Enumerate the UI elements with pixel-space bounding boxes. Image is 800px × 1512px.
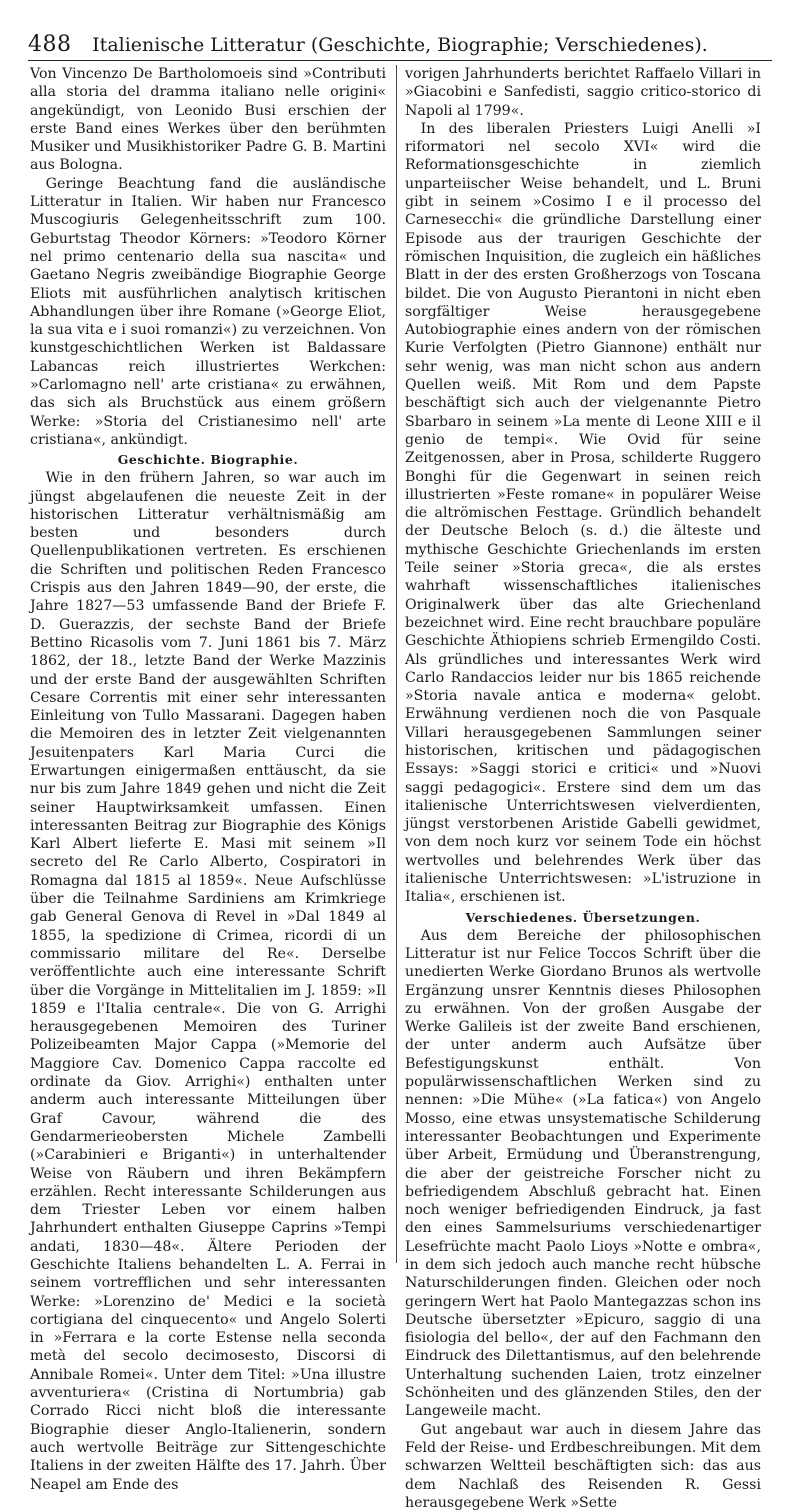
section-heading: Geschichte. Biographie. bbox=[117, 452, 299, 468]
page-header bbox=[28, 30, 772, 58]
paragraph: Gut angebaut war auch in diesem Jahre das Feld der Reise- und Erdbeschreibungen. Mit dem schwarzen Weltteil beschäftigten sich: das aus dem Nachlaß des Reisenden R. Gessi herausgegebene Werk »Sette bbox=[405, 1421, 761, 1511]
right-column bbox=[405, 65, 761, 1511]
paragraph: Von Vincenzo De Bartholomoeis sind »Contributi alla storia del dramma italiano nelle origini« angekündigt, von Leonido Busi erschien der erste Band eines Werkes über den berühmten Musiker und Musikhistoriker Padre G. B. Martini aus Bologna. bbox=[30, 66, 386, 174]
paragraph: In des liberalen Priesters Luigi Anelli »I riformatori nel secolo XVI« wird die Reformationsgeschichte in ziemlich unparteiischer Weise behandelt, und L. Bruni gibt in seinem »Cosimo I e il processo del Carnesecchi« die gründliche Darstellung einer Episode aus der traurigen Geschichte der römischen Inquisition, die zugleich ein häßliches Blatt in der des ersten Großherzogs von Toscana bildet. Die von Augusto Pierantoni in nicht eben sorgfältiger Weise herausgegebene Autobiographie eines andern von der römischen Kurie Verfolgten (Pietro Giannone) enthält nur sehr wenig, was man nicht schon aus andern Quellen weiß. Mit Rom und dem Papste beschäftigt sich auch der vielgenannte Pietro Sbarbaro in seinem »La mente di Leone XIII e il genio de tempi«. Wie Ovid für seine Zeitgenossen, aber in Prosa, schilderte Ruggero Bonghi für die Gegenwart in seinen reich illustrierten »Feste romane« in populärer Weise die altrömischen Festtage. Gründlich behandelt der Deutsche Beloch (s. d.) die älteste und mythische Geschichte Griechenlands im ersten Teile seiner »Storia greca«, die als erstes wahrhaft wissenschaftliches italienisches Originalwerk über das alte Griechenland bezeichnet wird. Eine recht brauchbare populäre Geschichte Äthiopiens schrieb Ermengildo Costi. Als gründliches und interessantes Werk wird Carlo Randaccios leider nur bis 1865 reichende »Storia navale antica e moderna« gelobt. Erwähnung verdienen noch die von Pasquale Villari herausgegebenen Sammlungen seiner historischen, kritischen und pädagogischen Essays: »Saggi storici e critici« und »Nuovi saggi pedagogici«. Erstere sind dem um das italienische Unterrichtswesen vielverdienten, jüngst verstorbenen Aristide Gabelli gewidmet, von dem noch kurz vor seinem Tode ein höchst wertvolles und belehrendes Werk über das italienische Unterrichtswesen: »L'istruzione in Italia«, erschienen ist. bbox=[405, 120, 761, 906]
paragraph: Aus dem Bereiche der philosophischen Litteratur ist nur Felice Toccos Schrift über die unedierten Werke Giordano Brunos als wertvolle Ergänzung unsrer Kenntnis dieses Philosophen zu erwähnen. Von der großen Ausgabe der Werke Galileis ist der zweite Band erschienen, der unter anderm auch Aufsätze über Befestigungskunst enthält. Von populärwissenschaftlichen Werken sind zu nennen: »Die Mühe« (»La fatica«) von Angelo Mosso, eine etwas unsystematische Schilderung interessanter Beobachtungen und Experimente über Arbeit, Ermüdung und Überanstrengung, die aber der geistreiche Forscher nicht zu befriedigendem Abschluß gebracht hat. Einen noch weniger befriedigenden Eindruck, ja fast den eines Sammelsuriums verschiedenartiger Lesefrüchte macht Paolo Lioys »Notte e ombra«, in dem sich jedoch auch manche recht hübsche Naturschilderungen finden. Gleichen oder noch geringern Wert hat Paolo Mantegazzas schon ins Deutsche übersetzter »Epicuro, saggio di una fisiologia del bello«, der auf den Fachmann den Eindruck des Dilettantismus, auf den belehrende Unterhaltung suchenden Laien, trotz einzelner Schönheiten und des glänzenden Stiles, den der Langeweile macht. bbox=[405, 927, 761, 1420]
column-divider bbox=[396, 65, 397, 1263]
section-heading: Verschiedenes. Übersetzungen. bbox=[465, 909, 701, 925]
running-title: Italienische Litteratur (Geschichte, Biographie; Verschiedenes). bbox=[92, 34, 708, 56]
header-rule bbox=[28, 60, 772, 61]
paragraph: Wie in den frühern Jahren, so war auch im jüngst abgelaufenen die neueste Zeit in der historischen Litteratur verhältnismäßig am besten und besonders durch Quellenpublikationen vertreten. Es erschienen die Schriften und politischen Reden Francesco Crispis aus den Jahren 1849—90, der erste, die Jahre 1827—53 umfassende Band der Briefe F. D. Guerazzis, der sechste Band der Briefe Bettino Ricasolis vom 7. Juni 1861 bis 7. März 1862, der 18., letzte Band der Werke Mazzinis und der erste Band der ausgewählten Schriften Cesare Correntis mit einer sehr interessanten Einleitung von Tullo Massarani. Dagegen haben die Memoiren des in letzter Zeit vielgenannten Jesuitenpaters Karl Maria Curci die Erwartungen einigermaßen enttäuscht, da sie nur bis zum Jahre 1849 gehen und nicht die Zeit seiner Hauptwirksamkeit umfassen. Einen interessanten Beitrag zur Biographie des Königs Karl Albert lieferte E. Masi mit seinem »Il secreto del Re Carlo Alberto, Cospiratori in Romagna dal 1815 al 1859«. Neue Aufschlüsse über die Teilnahme Sardiniens am Krimkriege gab General Genova di Revel in »Dal 1849 al 1855, la spedizione di Crimea, ricordi di un commissario militare del Re«. Derselbe veröffentlichte auch eine interessante Schrift über die Vorgänge in Mittelitalien im J. 1859: »Il 1859 e l'Italia centrale«. Die von G. Arrighi herausgegebenen Memoiren des Turiner Polizeibeamten Major Cappa (»Memorie del Maggiore Cav. Domenico Cappa raccolte ed ordinate da Giov. Arrighi«) enthalten unter anderm auch interessante Mitteilungen über Graf Cavour, während die des Gendarmerieobersten Michele Zambelli (»Carabinieri e Briganti«) in unterhaltender Weise von Räubern und ihren Bekämpfern erzählen. Recht interessante Schilderungen aus dem Triester Leben vor einem halben Jahrhundert enthalten Giuseppe Caprins »Tempi andati, 1830—48«. Ältere Perioden der Geschichte Italiens behandelten L. A. Ferrai in seinem vortrefflichen und sehr interessanten Werke: »Lorenzino de' Medici e la società cortigiana del cinquecento« und Angelo Solerti in »Ferrara e la corte Estense nella seconda metà del secolo decimosesto, Discorsi di Annibale Romei«. Unter dem Titel: »Una illustre avventuriera« (Cristina di Nortumbria) gab Corrado Ricci nicht bloß die interessante Biographie dieser Anglo-Italienerin, sondern auch wertvolle Beiträge zur Sittengeschichte Italiens in der zweiten Hälfte des 17. Jahrh. Über Neapel am Ende des bbox=[30, 470, 386, 1493]
page-number: 488 bbox=[28, 32, 72, 57]
left-column bbox=[30, 65, 386, 1493]
paragraph: Geringe Beachtung fand die ausländische Litteratur in Italien. Wir haben nur Francesco Muscogiuris Gelegenheitsschrift zum 100. Geburtstag Theodor Körners: »Teodoro Körner nel primo centenario della sua nascita« und Gaetano Negris zweibändige Biographie George Eliots mit ausführlichen analytisch kritischen Abhandlungen über ihre Romane (»George Eliot, la sua vita e i suoi romanzi«) zu verzeichnen. Von kunstgeschichtlichen Werken ist Baldassare Labancas reich illustriertes Werkchen: »Carlomagno nell' arte cristiana« zu erwähnen, das sich als Bruchstück aus einem größern Werke: »Storia del Cristianesimo nell' arte cristiana«, ankündigt. bbox=[30, 175, 386, 448]
paragraph: vorigen Jahrhunderts berichtet Raffaelo Villari in »Giacobini e Sanfedisti, saggio critico-storico di Napoli al 1799«. bbox=[405, 66, 761, 119]
